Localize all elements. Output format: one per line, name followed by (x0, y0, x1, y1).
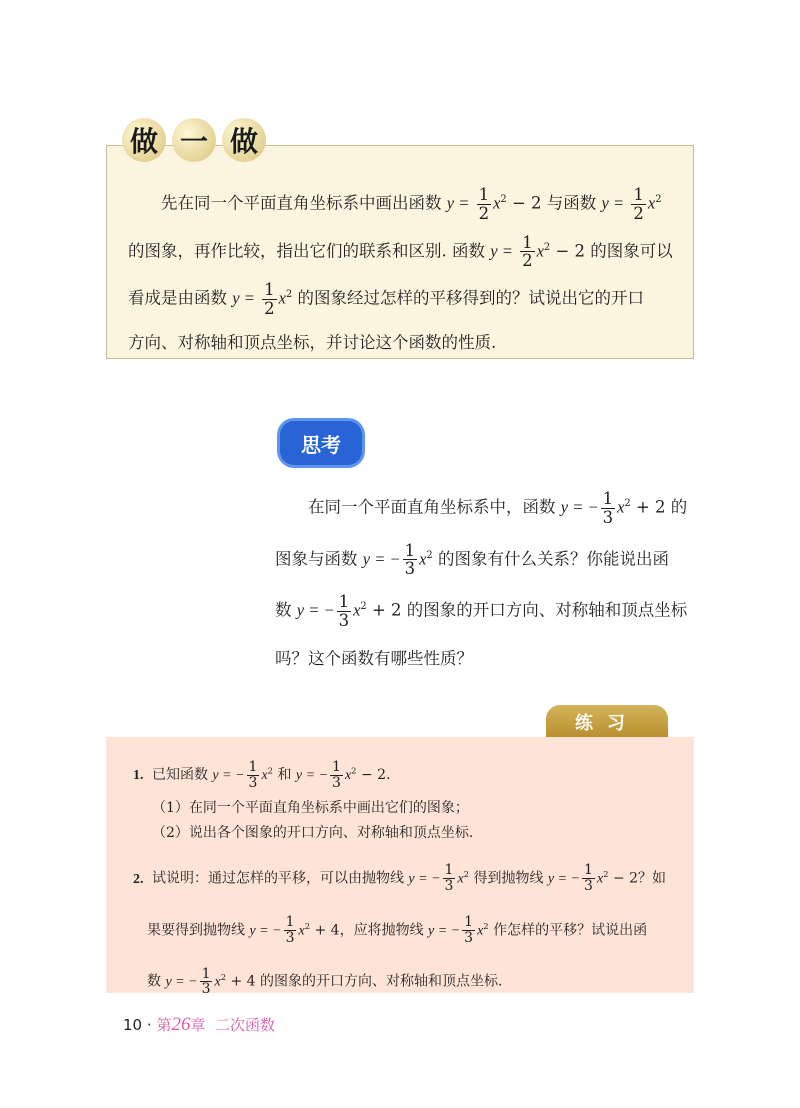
fraction-third: $\frac{1}{3}$ (464, 914, 474, 946)
think-badge: 思考 (280, 421, 362, 465)
fraction-third: $\frac{1}{3}$ (404, 540, 416, 578)
activity-title-char-1: 做 (122, 118, 166, 162)
exercise-1: 1. 已知函数 y = − $\frac{1}{3}$ $x^2$ 和 y = − $\frac{1}{3}$ $x^2 - 2$. (133, 759, 391, 791)
chapter-number: 26 (171, 1014, 191, 1035)
activity-title (122, 118, 266, 162)
fraction-third: $\frac{1}{3}$ (285, 914, 295, 946)
activity-title-char-2: 一 (172, 118, 216, 162)
activity-title-char-3: 做 (222, 118, 266, 162)
think-text: 在同一个平面直角坐标系中，函数 y = − $\frac{1}{3}$ $x^2 + 2$ 的 图象与函数 y = − $\frac{1}{3}$ $x^2$ 的图象有什么关系？你能说出函 数 y = − $\frac{1}{3}$ $x^2 + 2$ 的图象的开口方向、对称轴和顶点坐标 吗？这个函数有哪些性质？ (275, 489, 688, 668)
fraction-third: $\frac{1}{3}$ (584, 862, 593, 895)
fraction-third: $\frac{1}{3}$ (444, 862, 454, 895)
fraction-third: $\frac{1}{3}$ (201, 965, 211, 998)
exercise-2: 2. 试说明：通过怎样的平移，可以由抛物线 y = − $\frac{1}{3}$ $x^2$ 得到抛物线 y = − $\frac{1}{3}$ $x^2 - 2$？如 果要得到抛物线 y = − $\frac{1}{3}$ $x^2 + 4$，应将抛物线 y = − $\frac{1}{3}$ $x^2$ 作怎样的平移？试说出函 数 y = − $\frac{1}{3}$ $x^2 + 4$ 的图象的开口方向、对称轴和顶点坐标. (133, 862, 667, 998)
page-number: 10 (123, 1016, 143, 1034)
chapter-title: 二次函数 (215, 1016, 276, 1034)
exercise-1-part-1: （1）在同一个平面直角坐标系中画出它们的图象； (152, 800, 469, 816)
activity-text: 先在同一个平面直角坐标系中画出函数 y = $\frac{1}{2}$ $x^2 - 2$ 与函数 y = $\frac{1}{2}$ $x^2$ 的图象，再作比较，指出它们的联系和区别. 函数 y = $\frac{1}{2}$ $x^2 - 2$ 的图象可以 看成是由函数 y = $\frac{1}{2}$ $x^2$ 的图象经过怎样的平移得到的？试说出它的开口 方向、对称轴和顶点坐标，并讨论这个函数的性质. (128, 185, 673, 352)
fraction-third: $\frac{1}{3}$ (602, 489, 614, 527)
fraction-half: $\frac{1}{2}$ (478, 185, 490, 223)
page-footer: 10 · 第26章 二次函数 (123, 1014, 276, 1035)
fraction-half: $\frac{1}{2}$ (633, 185, 644, 223)
fraction-third: $\frac{1}{3}$ (338, 592, 350, 630)
fraction-half: $\frac{1}{2}$ (522, 232, 533, 270)
exercise-1-part-2: （2）说出各个图象的开口方向、对称轴和顶点坐标. (152, 825, 474, 841)
fraction-third: $\frac{1}{3}$ (248, 759, 258, 791)
fraction-half: $\frac{1}{2}$ (264, 280, 275, 318)
exercise-tab: 练习 (546, 705, 668, 738)
fraction-third: $\frac{1}{3}$ (332, 759, 341, 791)
